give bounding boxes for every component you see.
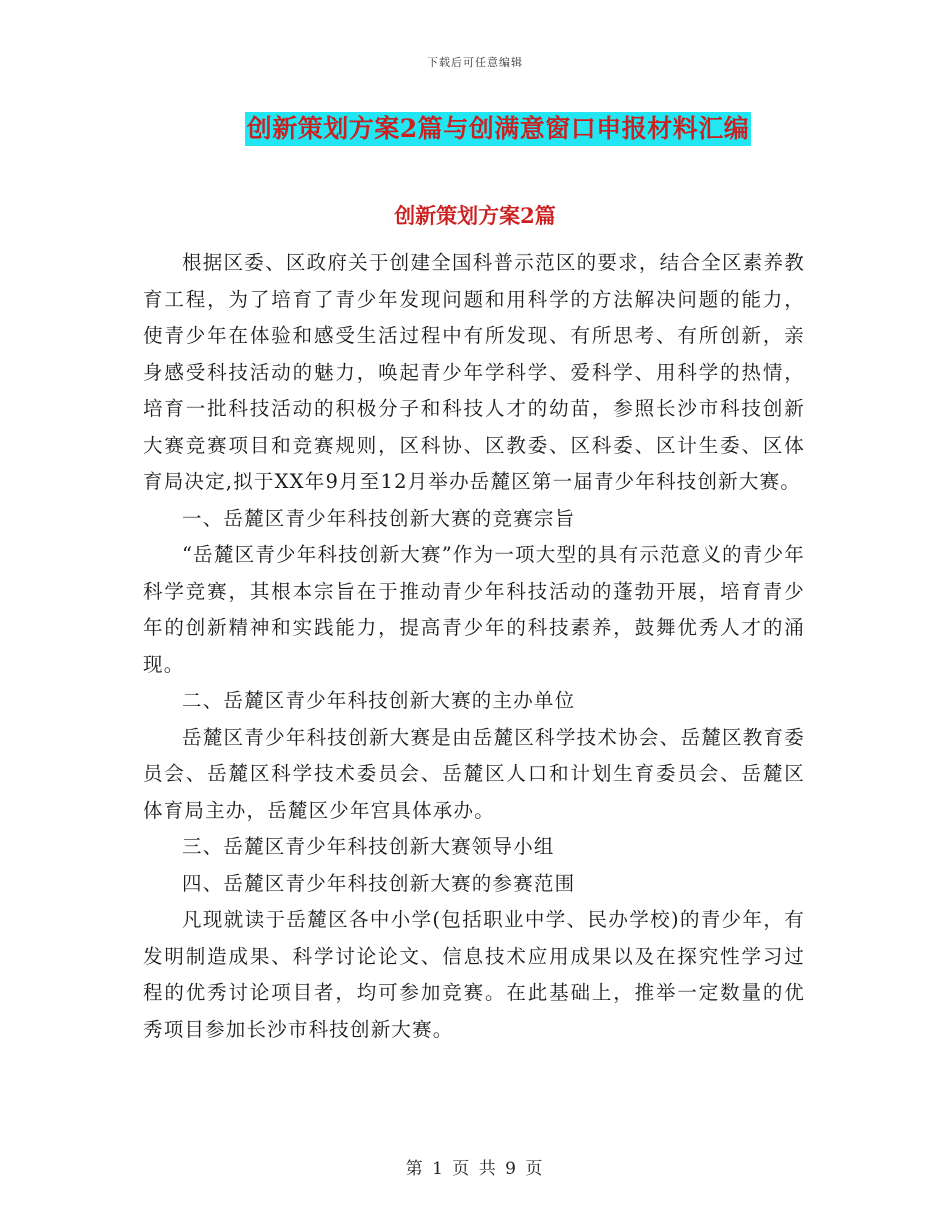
section-title: 创新策划方案2篇 <box>394 203 556 228</box>
body-paragraph: 凡现就读于岳麓区各中小学(包括职业中学、民办学校)的青少年，有发明制造成果、科学讨论论文、信息技术应用成果以及在探究性学习过程的优秀讨论项目者，均可参加竞赛。在此基础上，推举一定数量的优秀项目参加长沙市科技创新大赛。 <box>143 908 805 1041</box>
document-title-wrapper <box>0 112 950 146</box>
header-note: 下载后可任意编辑 <box>427 56 523 69</box>
body-heading: 一、岳麓区青少年科技创新大赛的竞赛宗旨 <box>182 506 576 530</box>
body-heading: 三、岳麓区青少年科技创新大赛领导小组 <box>182 835 555 858</box>
page-footer: 第 1 页 共 9 页 <box>405 1159 545 1179</box>
body-paragraph: 根据区委、区政府关于创建全国科普示范区的要求，结合全区素养教育工程，为了培育了青少年发现问题和用科学的方法解决问题的能力，使青少年在体验和感受生活过程中有所发现、有所思考、有所创新，亲身感受科技活动的魅力，唤起青少年学科学、爱科学、用科学的热情，培育一批科技活动的积极分子和科技人才的幼苗，参照长沙市科技创新大赛竞赛项目和竞赛规则，区科协、区教委、区科委、区计生委、区体育局决定,拟于XX年9月至12月举办岳麓区第一届青少年科技创新大赛。 <box>143 251 805 493</box>
body-paragraph: 岳麓区青少年科技创新大赛是由岳麓区科学技术协会、岳麓区教育委员会、岳麓区科学技术委员会、岳麓区人口和计划生育委员会、岳麓区体育局主办，岳麓区少年宫具体承办。 <box>143 725 805 822</box>
document-body <box>143 245 805 1048</box>
body-heading: 四、岳麓区青少年科技创新大赛的参赛范围 <box>182 871 576 895</box>
body-heading: 二、岳麓区青少年科技创新大赛的主办单位 <box>182 689 576 712</box>
document-title: 创新策划方案2篇与创满意窗口申报材料汇编 <box>245 112 751 146</box>
body-paragraph: “岳麓区青少年科技创新大赛”作为一项大型的具有示范意义的青少年科学竞赛，其根本宗旨在于推动青少年科技活动的蓬勃开展，培育青少年的创新精神和实践能力，提高青少年的科技素养，鼓舞优秀人才的涌现。 <box>143 543 805 676</box>
